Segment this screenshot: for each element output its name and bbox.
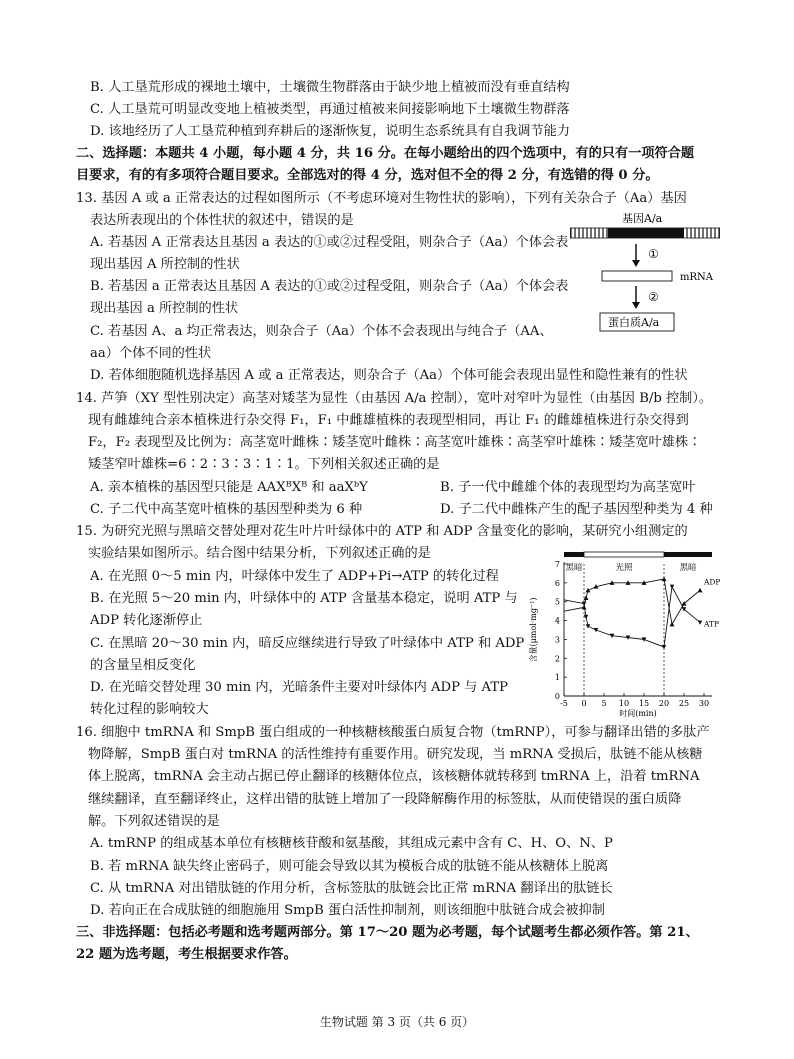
mrna-label: mRNA — [680, 272, 713, 283]
q16-option-a: A. tmRNP 的组成基本单位有核糖核苷酸和氨基酸，其组成元素中含有 C、H、O、N、P — [90, 836, 613, 851]
data-point-adp — [698, 588, 703, 593]
q14-stem-2: 现有雌雄纯合亲本植株进行杂交得 F₁，F₁ 中雌雄植株的表现型相同，再让 F₁ 的雌雄植株进行杂交得到 — [88, 413, 689, 428]
q14-stem-4: 矮茎窄叶雄株=6∶2∶3∶3∶1∶1。下列相关叙述正确的是 — [88, 457, 440, 472]
q14-stem-3: F₂，F₂ 表现型及比例为：高茎宽叶雌株∶矮茎宽叶雌株∶高茎宽叶雄株∶高茎窄叶雄株∶矮茎宽叶雄株∶ — [88, 435, 702, 450]
q14-option-b: B. 子一代中雌雄个体的表现型均为高茎宽叶 — [440, 480, 696, 495]
q12-option-d: D. 该地经历了人工垦荒种植到弃耕后的逐渐恢复，说明生态系统具有自我调节能力 — [90, 124, 571, 139]
band-dark-1 — [564, 552, 584, 557]
q15-stem-2: 实验结果如图所示。结合图中结果分析，下列叙述正确的是 — [88, 546, 431, 561]
step-1-label: ① — [648, 247, 659, 261]
gene-label: 基因A/a — [622, 212, 663, 225]
section2-heading-cont: 目要求，有的有多项符合题目要求。全部选对的得 4 分，选对但不全的得 2 分，有选错的得 0 分。 — [76, 168, 659, 183]
y-tick-label: 6 — [554, 578, 560, 588]
q15-option-c-cont: 的含量呈相反变化 — [90, 658, 196, 673]
chart-svg — [524, 550, 720, 720]
q16-stem-4: 继续翻译，直至翻译终止，这样出错的肽链上增加了一段降解酶作用的标签肽，从而使错误的蛋白质降 — [88, 792, 682, 807]
band-label: 黑暗 — [565, 563, 583, 573]
data-point-adp — [586, 588, 591, 593]
y-tick-label: 5 — [554, 597, 560, 607]
q15-option-c: C. 在黑暗 20～30 min 内，暗反应继续进行导致了叶绿体中 ATP 和 ADP — [90, 636, 525, 651]
data-point-atp — [698, 620, 703, 624]
x-tick-label: 15 — [638, 699, 650, 708]
y-tick-label: 4 — [554, 616, 560, 626]
protein-label: 蛋白质A/a — [608, 316, 660, 329]
q16-option-c: C. 从 tmRNA 对出错肽链的作用分析，含标签肽的肽链会比正常 mRNA 翻译出的肽链长 — [90, 881, 613, 896]
gene-coding-region — [608, 228, 684, 238]
section3-heading-cont: 22 题为选考题，考生根据要求作答。 — [76, 947, 297, 962]
data-point-atp — [586, 624, 591, 628]
band-label: 黑暗 — [679, 563, 697, 573]
q13-option-c-cont: aa）个体不同的性状 — [90, 346, 212, 361]
data-point-atp — [670, 585, 675, 589]
q12-option-c: C. 人工垦荒可明显改变地上植被类型，再通过植被来间接影响地下土壤微生物群落 — [90, 102, 570, 117]
q14-stem: 14. 芦笋（XY 型性别决定）高茎对矮茎为显性（由基因 A/a 控制），宽叶对窄叶为显性（由基因 B/b 控制）。 — [76, 391, 713, 406]
x-tick-label: 0 — [581, 699, 587, 708]
atp-adp-chart — [524, 550, 720, 720]
gene-expression-diagram — [570, 210, 720, 340]
q15-option-b-cont: ADP 转化逐渐停止 — [90, 613, 203, 628]
section2-heading: 二、选择题：本题共 4 小题，每小题 4 分，共 16 分。在每小题给出的四个选项中，有的只有一项符合题 — [76, 146, 695, 161]
y-tick-label: 0 — [554, 692, 560, 701]
q16-stem: 16. 细胞中 tmRNA 和 SmpB 蛋白组成的一种核糖核酸蛋白质复合物（tmRNP），可参与翻译出错的多肽产 — [76, 725, 710, 740]
q13-option-b: B. 若基因 a 正常表达且基因 A 表达的①或②过程受阻，则杂合子（Aa）个体会表 — [90, 279, 569, 294]
y-axis-label: 含量(μmol·mg⁻¹) — [529, 597, 538, 663]
band-label: 光照 — [615, 563, 633, 573]
x-tick-label: 25 — [678, 699, 690, 708]
series-line-atp — [564, 587, 700, 647]
y-tick-label: 7 — [554, 560, 560, 569]
q15-option-d: D. 在光暗交替处理 30 min 内，光暗条件主要对叶绿体内 ADP 与 ATP — [90, 680, 509, 695]
y-tick-label: 2 — [554, 654, 560, 664]
q16-stem-3: 体上脱离，tmRNA 会主动占据已停止翻译的核糖体位点，该核糖体就转移到 tmRNA 上，沿着 tmRNA — [88, 769, 700, 784]
data-point-atp — [584, 615, 589, 619]
y-tick-label: 3 — [554, 635, 560, 645]
x-tick-label: 10 — [618, 699, 630, 708]
band-light — [584, 552, 664, 557]
q16-option-d: D. 若向正在合成肽链的细胞施用 SmpB 蛋白活性抑制剂，则该细胞中肽链合成会被抑制 — [90, 903, 605, 918]
q16-stem-5: 解。下列叙述错误的是 — [88, 814, 220, 829]
page-footer: 生物试题 第 3 页（共 6 页） — [319, 1015, 475, 1029]
q15-option-a: A. 在光照 0～5 min 内，叶绿体中发生了 ADP+Pi→ATP 的转化过程 — [90, 569, 499, 584]
x-tick-label: 30 — [698, 699, 710, 708]
arrow-2-head-icon — [632, 302, 640, 309]
q14-option-d: D. 子二代中雌株产生的配子基因型种类为 4 种 — [440, 502, 713, 517]
x-tick-label: 5 — [601, 699, 607, 708]
section3-heading: 三、非选择题：包括必考题和选考题两部分。第 17～20 题为必考题，每个试题考生都必须作答。第 21、 — [76, 925, 699, 940]
q13-option-a: A. 若基因 A 正常表达且基因 a 表达的①或②过程受阻，则杂合子（Aa）个体会表 — [90, 235, 569, 250]
q15-option-d-cont: 转化过程的影响较大 — [90, 702, 209, 717]
series-label-atp: ATP — [704, 619, 720, 629]
q16-stem-2: 物降解，SmpB 蛋白对 tmRNA 的活性维持有重要作用。研究发现，当 mRNA 受损后，肽链不能从核糖 — [88, 747, 703, 762]
arrow-1-head-icon — [632, 260, 640, 267]
q13-stem: 13. 基因 A 或 a 正常表达的过程如图所示（不考虑环境对生物性状的影响），下列有关杂合子（Aa）基因 — [76, 191, 687, 206]
x-tick-label: -5 — [560, 699, 568, 708]
data-point-atp — [662, 645, 667, 649]
q13-option-c: C. 若基因 A、a 均正常表达，则杂合子（Aa）个体不会表现出与纯合子（AA、 — [90, 324, 553, 339]
data-point-adp — [670, 622, 675, 627]
x-tick-label: 20 — [658, 699, 670, 708]
x-axis-label: 时间(min) — [619, 709, 657, 718]
y-tick-label: 1 — [554, 673, 560, 683]
q13-option-d: D. 若体细胞随机选择基因 A 或 a 正常表达，则杂合子（Aa）个体可能会表现出显性和隐性兼有的性状 — [90, 368, 688, 383]
mrna-bar — [602, 271, 672, 281]
q13-stem-cont: 表达所表现出的个体性状的叙述中，错误的是 — [90, 213, 354, 228]
q15-stem: 15. 为研究光照与黑暗交替处理对花生叶片叶绿体中的 ATP 和 ADP 含量变化的影响，某研究小组测定的 — [76, 524, 688, 539]
series-label-adp: ADP — [704, 577, 720, 587]
q14-option-a: A. 亲本植株的基因型只能是 AAXᴮXᴮ 和 aaXᵇY — [90, 480, 368, 495]
q16-option-b: B. 若 mRNA 缺失终止密码子，则可能会导致以其为模板合成的肽链不能从核糖体上脱离 — [90, 859, 609, 874]
q13-option-b-cont: 现出基因 a 所控制的性状 — [90, 301, 239, 316]
q14-option-c: C. 子二代中高茎宽叶植株的基因型种类为 6 种 — [90, 502, 363, 517]
q13-option-a-cont: 现出基因 A 所控制的性状 — [90, 257, 240, 272]
q15-option-b: B. 在光照 5～20 min 内，叶绿体中的 ATP 含量基本稳定，说明 ATP 与 — [90, 591, 518, 606]
q12-option-b: B. 人工垦荒形成的裸地土壤中，土壤微生物群落由于缺少地上植被而没有垂直结构 — [90, 80, 570, 95]
data-point-adp — [662, 577, 667, 582]
band-dark-2 — [664, 552, 712, 557]
step-2-label: ② — [648, 290, 659, 304]
